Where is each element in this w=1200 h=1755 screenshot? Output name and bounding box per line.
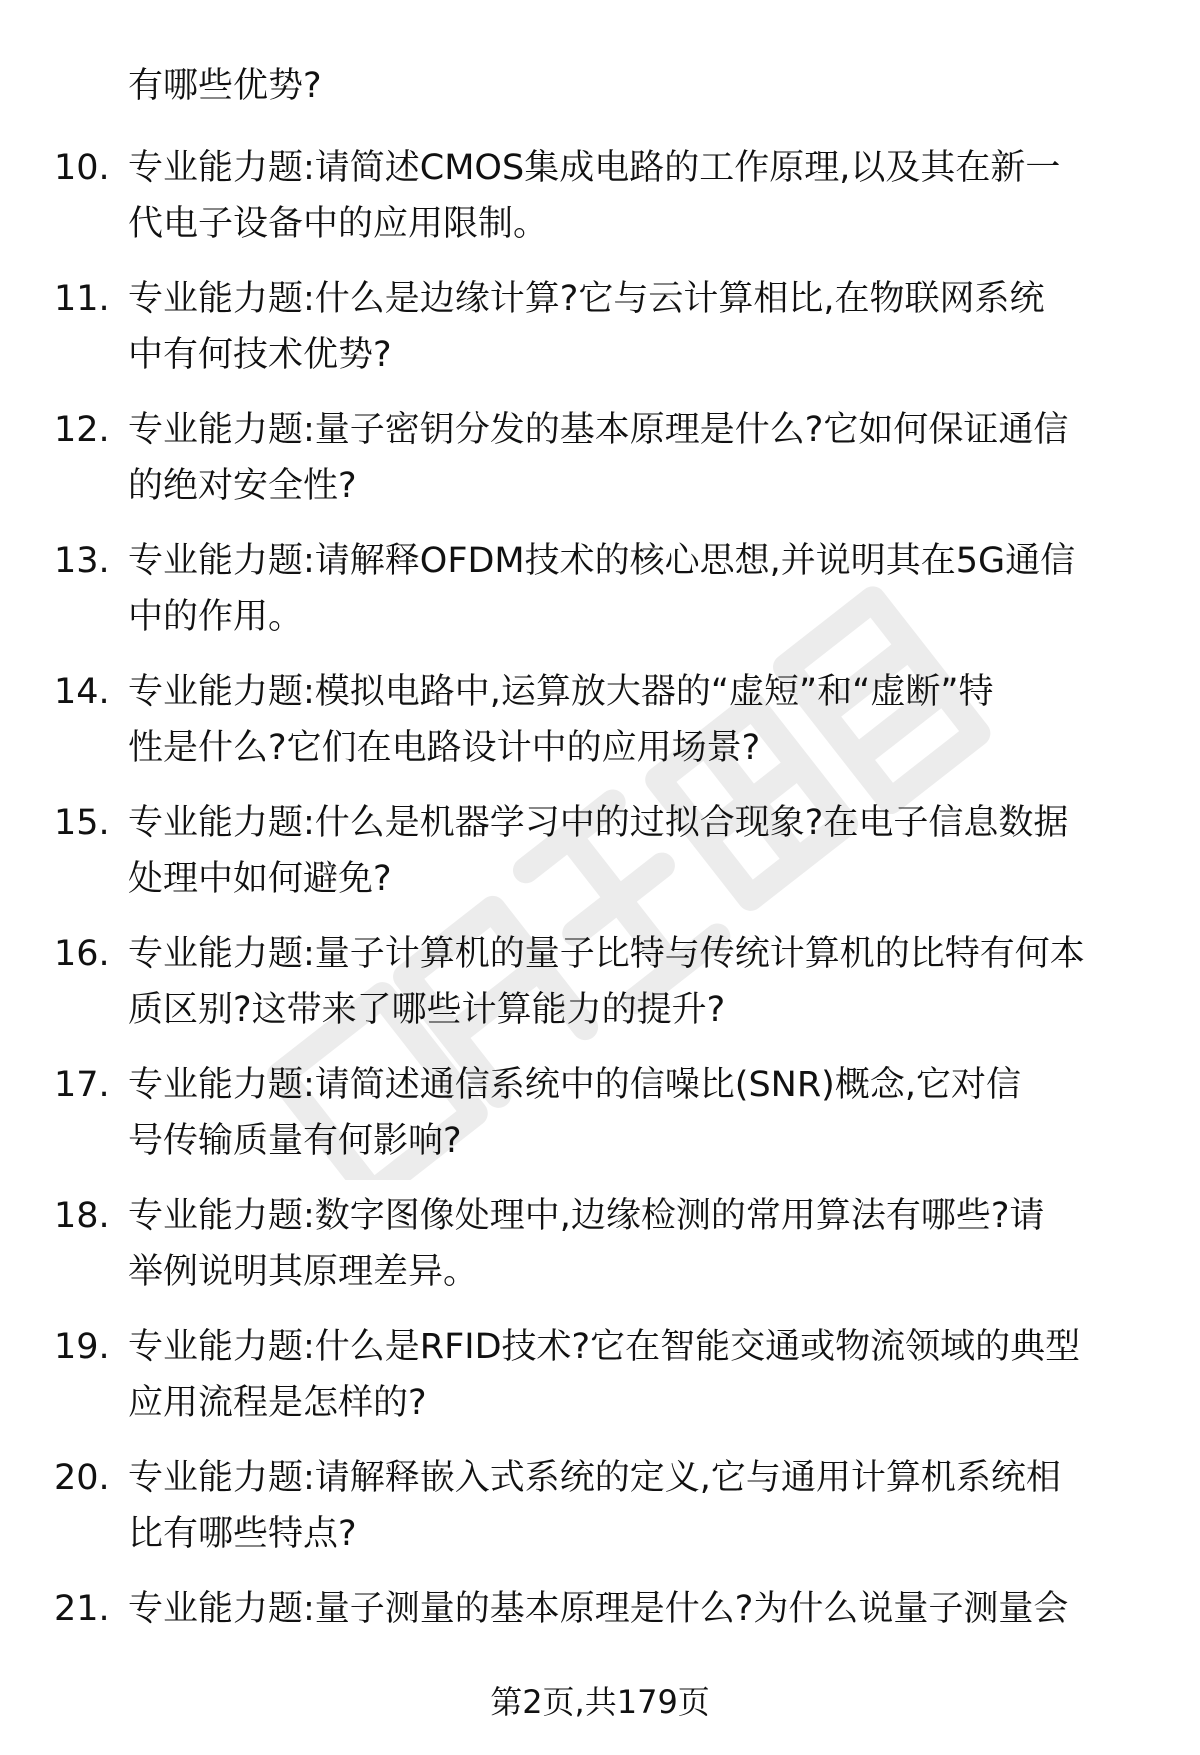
question-text-line: 专业能力题:什么是边缘计算?它与云计算相比,在物联网系统 [128,279,1045,319]
question-text-line: 质区别?这带来了哪些计算能力的提升? [128,990,726,1030]
question-item [0,795,1200,926]
question-number: 21. [54,1589,110,1629]
question-number: 16. [54,934,110,974]
question-text [128,926,1148,1038]
question-number: 12. [54,410,110,450]
question-text [128,1581,1148,1637]
question-item [0,140,1200,271]
question-text-line: 专业能力题:请简述CMOS集成电路的工作原理,以及其在新一 [128,148,1061,188]
question-item [0,271,1200,402]
question-text-line: 应用流程是怎样的? [128,1383,427,1423]
question-number: 11. [54,279,110,319]
question-number: 20. [54,1458,110,1498]
question-text [128,1450,1148,1562]
question-text-line: 专业能力题:量子密钥分发的基本原理是什么?它如何保证通信 [128,410,1069,450]
question-text-line: 专业能力题:请解释OFDM技术的核心思想,并说明其在5G通信 [128,541,1076,581]
question-number: 13. [54,541,110,581]
question-item [0,1450,1200,1581]
question-text-line: 的绝对安全性? [128,466,357,506]
question-text-line: 代电子设备中的应用限制。 [128,204,549,244]
question-item [0,1057,1200,1188]
question-item [0,533,1200,664]
question-text [128,664,1148,776]
question-text-line: 专业能力题:请解释嵌入式系统的定义,它与通用计算机系统相 [128,1458,1061,1498]
question-item [0,1188,1200,1319]
question-text [128,271,1148,383]
question-text-line: 中有何技术优势? [128,335,392,375]
question-item [0,402,1200,533]
question-text-line: 号传输质量有何影响? [128,1121,462,1161]
question-text [128,1057,1148,1169]
question-text-line: 专业能力题:什么是机器学习中的过拟合现象?在电子信息数据 [128,803,1069,843]
question-item [0,664,1200,795]
question-number: 10. [54,148,110,188]
question-text-line: 中的作用。 [128,597,304,637]
question-text-line: 比有哪些特点? [128,1514,357,1554]
question-text-line: 专业能力题:量子测量的基本原理是什么?为什么说量子测量会 [128,1589,1069,1629]
question-text-line: 性是什么?它们在电路设计中的应用场景? [128,728,761,768]
question-text [128,1188,1148,1300]
question-item [0,1319,1200,1450]
question-text [128,140,1148,252]
question-number: 15. [54,803,110,843]
question-text-line: 举例说明其原理差异。 [128,1252,479,1292]
question-text [128,402,1148,514]
question-text-line: 专业能力题:请简述通信系统中的信噪比(SNR)概念,它对信 [128,1065,1021,1105]
question-number: 17. [54,1065,110,1105]
question-text [128,533,1148,645]
question-number: 18. [54,1196,110,1236]
question-item [0,926,1200,1057]
question-text-line: 专业能力题:模拟电路中,运算放大器的“虚短”和“虚断”特 [128,672,994,712]
question-text-line: 专业能力题:什么是RFID技术?它在智能交通或物流领域的典型 [128,1327,1081,1367]
question-number: 19. [54,1327,110,1367]
question-text-line: 处理中如何避免? [128,859,392,899]
question-list [0,140,1200,1712]
question-text [128,795,1148,907]
page-number-footer: 第2页,共179页 [490,1683,710,1721]
question-number: 14. [54,672,110,712]
question-text-line: 专业能力题:量子计算机的量子比特与传统计算机的比特有何本 [128,934,1085,974]
question-text-line: 专业能力题:数字图像处理中,边缘检测的常用算法有哪些?请 [128,1196,1045,1236]
continued-question-text: 有哪些优势? [128,66,322,106]
question-text [128,1319,1148,1431]
